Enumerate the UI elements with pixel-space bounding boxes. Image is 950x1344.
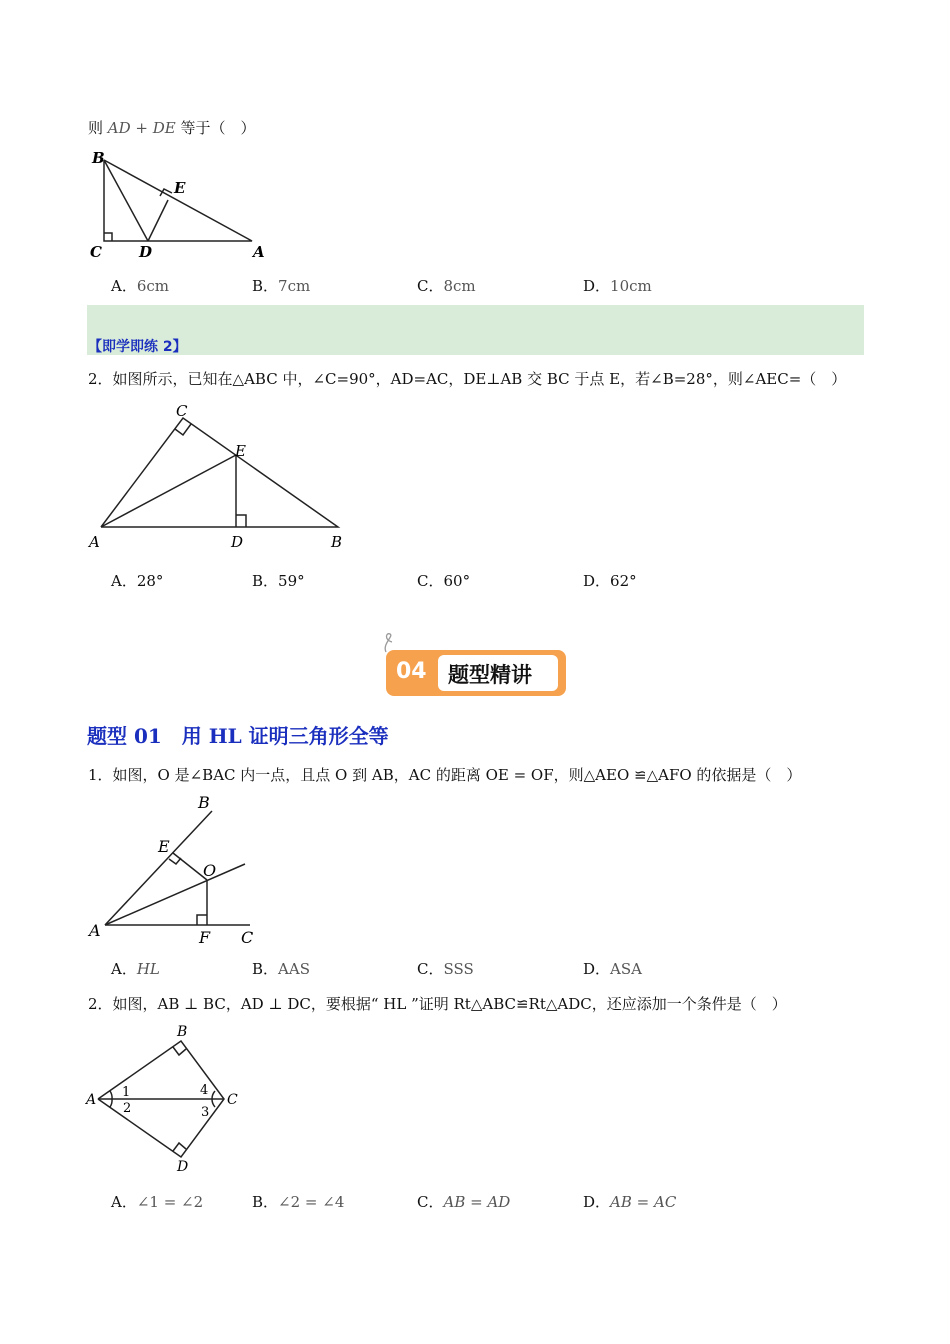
label-b: B (331, 533, 343, 551)
option-b[interactable] (252, 570, 305, 591)
type01-q1-stem: 1．如图，O 是∠BAC 内一点，且点 O 到 AB，AC 的距离 OE = OF，则△AEO ≌△AFO 的依据是（ ） (88, 766, 802, 784)
type01-title: 题型 01 用 HL 证明三角形全等 (87, 724, 389, 748)
arc-4 (212, 1091, 215, 1099)
ray-ao (105, 864, 245, 925)
label-b: B (177, 1024, 188, 1040)
label-c: C (227, 1092, 238, 1108)
figure-angle-bac (85, 790, 265, 950)
option-d-text: ASA (610, 960, 642, 978)
right-angle-e (160, 189, 172, 196)
option-c[interactable] (417, 570, 470, 591)
option-d-letter: D． (583, 1193, 611, 1211)
label-c: C (176, 402, 188, 420)
label-d: D (231, 533, 244, 551)
right-angle-c (104, 233, 112, 241)
option-d-letter: D． (583, 277, 611, 295)
badge-title: 题型精讲 (448, 663, 532, 687)
figure-triangle-ace (85, 400, 355, 555)
figure-kite-abcd (82, 1020, 252, 1180)
option-d[interactable] (583, 958, 642, 979)
option-d-text: AB = AC (610, 1193, 677, 1211)
option-b-text: AAS (278, 960, 310, 978)
option-d-text: 62° (610, 572, 637, 590)
label-e: E (235, 442, 246, 460)
segment-de (148, 200, 168, 241)
option-a-text: HL (136, 960, 160, 978)
option-a[interactable] (111, 1191, 203, 1212)
label-b: B (198, 793, 210, 812)
option-b[interactable] (252, 958, 310, 979)
right-angle-d (173, 1143, 186, 1151)
right-angle-e (169, 858, 181, 864)
q-prev-stem-prefix: 则 (88, 119, 104, 137)
right-angle-b (173, 1047, 186, 1055)
option-b-letter: B． (252, 277, 279, 295)
ray-ab (105, 811, 212, 925)
option-a-text: 28° (136, 572, 164, 590)
arc-1 (110, 1091, 112, 1099)
option-a-text: ∠1 = ∠2 (136, 1193, 204, 1211)
segment-eo (173, 853, 207, 880)
option-c-letter: C． (417, 1193, 444, 1211)
option-a-letter: A． (111, 960, 137, 978)
option-c-text: SSS (443, 960, 474, 978)
option-a-letter: A． (111, 572, 137, 590)
option-a-letter: A． (111, 277, 137, 295)
option-d-text: 10cm (610, 277, 652, 295)
badge-number: 04 (396, 659, 427, 684)
right-angle-d (236, 515, 246, 527)
label-a: A (86, 1092, 97, 1108)
option-d-letter: D． (583, 572, 611, 590)
label-f: F (199, 928, 211, 947)
figure-right-triangle-bcd (82, 145, 282, 265)
label-c: C (90, 243, 102, 261)
option-a[interactable] (111, 275, 169, 296)
option-b-text: 59° (278, 572, 305, 590)
q-prev-stem-suffix: 等于（ ） (180, 119, 256, 137)
option-a[interactable] (111, 570, 163, 591)
section-badge (386, 650, 568, 696)
option-c[interactable] (417, 275, 476, 296)
option-b[interactable] (252, 275, 310, 296)
option-c[interactable] (417, 958, 474, 979)
option-c-text: AB = AD (443, 1193, 511, 1211)
option-b-letter: B． (252, 1193, 279, 1211)
type01-q2-stem: 2．如图，AB ⊥ BC，AD ⊥ DC，要根据“ HL ”证明 Rt△ABC≌Rt△ADC，还应添加一个条件是（ ） (88, 995, 787, 1013)
label-d: D (139, 243, 153, 261)
option-c[interactable] (417, 1191, 510, 1212)
q-prev-stem (88, 117, 256, 138)
option-a-letter: A． (111, 1193, 137, 1211)
option-b-text: ∠2 = ∠4 (278, 1193, 345, 1211)
option-c-letter: C． (417, 572, 444, 590)
right-angle-f (197, 915, 207, 925)
triangle-outline (101, 418, 338, 527)
label-o: O (203, 861, 217, 880)
q-prev-stem-expr: AD + DE (107, 119, 176, 137)
label-e: E (174, 179, 186, 197)
option-d-letter: D． (583, 960, 611, 978)
option-c-text: 8cm (443, 277, 476, 295)
option-a[interactable] (111, 958, 160, 979)
label-b: B (92, 149, 105, 167)
label-a: A (253, 243, 265, 261)
option-b-letter: B． (252, 572, 279, 590)
practice-banner (87, 305, 864, 355)
option-d[interactable] (583, 275, 652, 296)
option-c-letter: C． (417, 960, 444, 978)
arc-2 (110, 1099, 112, 1107)
label-c: C (241, 928, 254, 947)
option-a-text: 6cm (136, 277, 170, 295)
arc-3 (212, 1099, 215, 1107)
option-b-text: 7cm (278, 277, 311, 295)
practice-stem: 2．如图所示，已知在△ABC 中，∠C=90°，AD=AC，DE⊥AB 交 BC 于点 E，若∠B=28°，则∠AEC=（ ） (88, 370, 847, 388)
option-b-letter: B． (252, 960, 279, 978)
label-3: 3 (201, 1105, 210, 1120)
label-4: 4 (200, 1083, 209, 1098)
label-1: 1 (122, 1085, 131, 1100)
option-d[interactable] (583, 1191, 676, 1212)
label-a: A (89, 533, 100, 551)
option-c-letter: C． (417, 277, 444, 295)
label-d: D (177, 1159, 189, 1175)
practice-label: 【即学即练 2】 (88, 339, 187, 355)
label-2: 2 (123, 1101, 132, 1116)
segment-ae (101, 455, 236, 527)
option-d[interactable] (583, 570, 637, 591)
option-b[interactable] (252, 1191, 344, 1212)
label-a: A (89, 921, 101, 940)
option-c-text: 60° (443, 572, 471, 590)
label-e: E (158, 837, 170, 856)
